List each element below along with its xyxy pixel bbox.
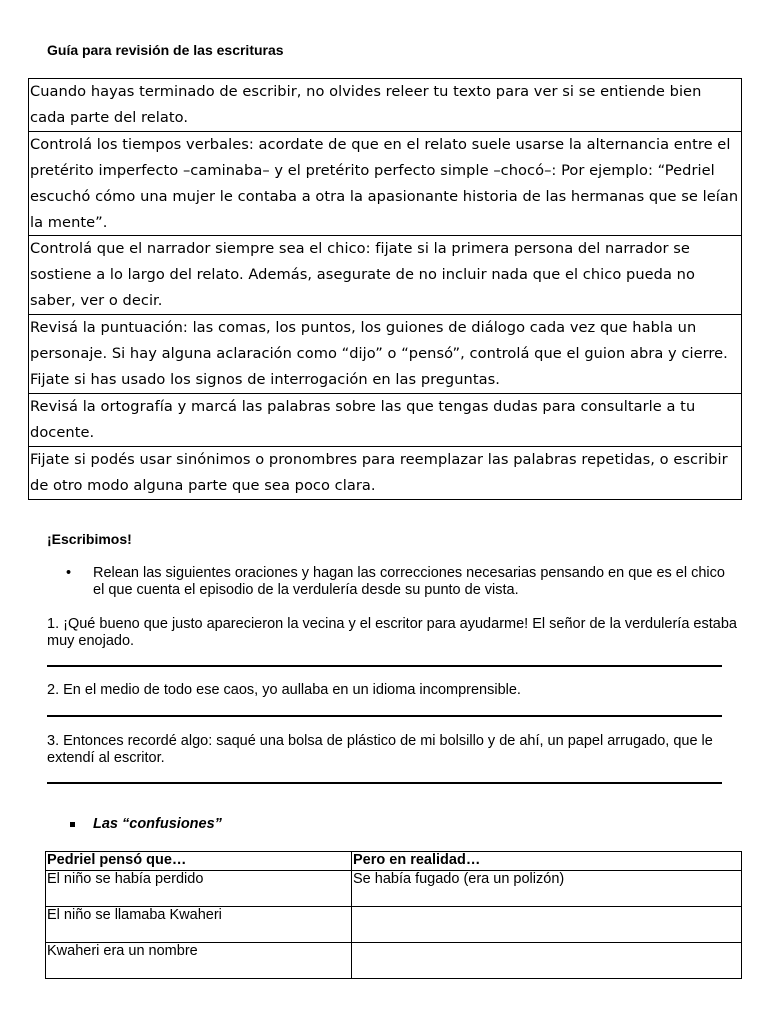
sentence-1: 1. ¡Qué bueno que justo aparecieron la vecina y el escritor para ayudarme! El señor de la verdulería estaba muy enojado.	[47, 616, 737, 649]
revision-guide-table	[28, 78, 742, 500]
table-cell: Kwaheri era un nombre	[46, 943, 352, 979]
table-row	[29, 446, 742, 499]
sentence-3: 3. Entonces recordé algo: saqué una bolsa de plástico de mi bolsillo y de ahí, un papel arrugado, que le extendí al escritor.	[47, 733, 713, 766]
table-row	[46, 907, 742, 943]
guide-item: Revisá la puntuación: las comas, los puntos, los guiones de diálogo cada vez que habla un personaje. Si hay alguna aclaración como “dijo” o “pensó”, controlá que el guion abra y cierre. Fijate si has usado los signos de interrogación en las preguntas.	[29, 315, 742, 394]
guide-title: Guía para revisión de las escrituras	[47, 42, 284, 58]
table-row	[46, 871, 742, 907]
answer-line-3[interactable]	[47, 782, 722, 784]
escribimos-heading: ¡Escribimos!	[47, 531, 132, 547]
guide-item: Revisá la ortografía y marcá las palabras sobre las que tengas dudas para consultarle a tu docente.	[29, 393, 742, 446]
table-row	[29, 79, 742, 132]
column-header: Pedriel pensó que…	[46, 852, 352, 871]
table-cell: El niño se llamaba Kwaheri	[46, 907, 352, 943]
table-row	[29, 236, 742, 315]
answer-line-2[interactable]	[47, 715, 722, 717]
table-header-row	[46, 852, 742, 871]
confusiones-table	[45, 851, 742, 979]
square-bullet-icon	[70, 822, 75, 827]
table-row	[29, 315, 742, 394]
table-cell[interactable]: Se había fugado (era un polizón)	[352, 871, 742, 907]
table-row	[29, 131, 742, 236]
instruction-text: Relean las siguientes oraciones y hagan las correcciones necesarias pensando en que es el chico el que cuenta el episodio de la verdulería desde su punto de vista.	[93, 565, 725, 598]
table-cell[interactable]	[352, 943, 742, 979]
guide-item: Controlá los tiempos verbales: acordate de que en el relato suele usarse la alternancia entre el pretérito imperfecto –caminaba– y el pretérito perfecto simple –chocó–: Por ejemplo: “Pedriel escuchó cómo una mujer le contaba a otra la apasionante historia de las hermanas que se leían la mente”.	[29, 131, 742, 236]
instruction-item	[66, 565, 726, 598]
sentence-2: 2. En el medio de todo ese caos, yo aullaba en un idioma incomprensible.	[47, 682, 521, 698]
table-cell: El niño se había perdido	[46, 871, 352, 907]
table-cell[interactable]	[352, 907, 742, 943]
column-header: Pero en realidad…	[352, 852, 742, 871]
table-row	[29, 393, 742, 446]
confusiones-heading: Las “confusiones”	[93, 816, 222, 832]
guide-item: Fijate si podés usar sinónimos o pronombres para reemplazar las palabras repetidas, o escribir de otro modo alguna parte que sea poco clara.	[29, 446, 742, 499]
answer-line-1[interactable]	[47, 665, 722, 667]
bullet-dot-icon: •	[66, 565, 72, 581]
table-row	[46, 943, 742, 979]
guide-item: Cuando hayas terminado de escribir, no olvides releer tu texto para ver si se entiende bien cada parte del relato.	[29, 79, 742, 132]
guide-item: Controlá que el narrador siempre sea el chico: fijate si la primera persona del narrador se sostiene a lo largo del relato. Además, asegurate de no incluir nada que el chico pueda no saber, ver o decir.	[29, 236, 742, 315]
confusiones-item	[70, 816, 222, 832]
